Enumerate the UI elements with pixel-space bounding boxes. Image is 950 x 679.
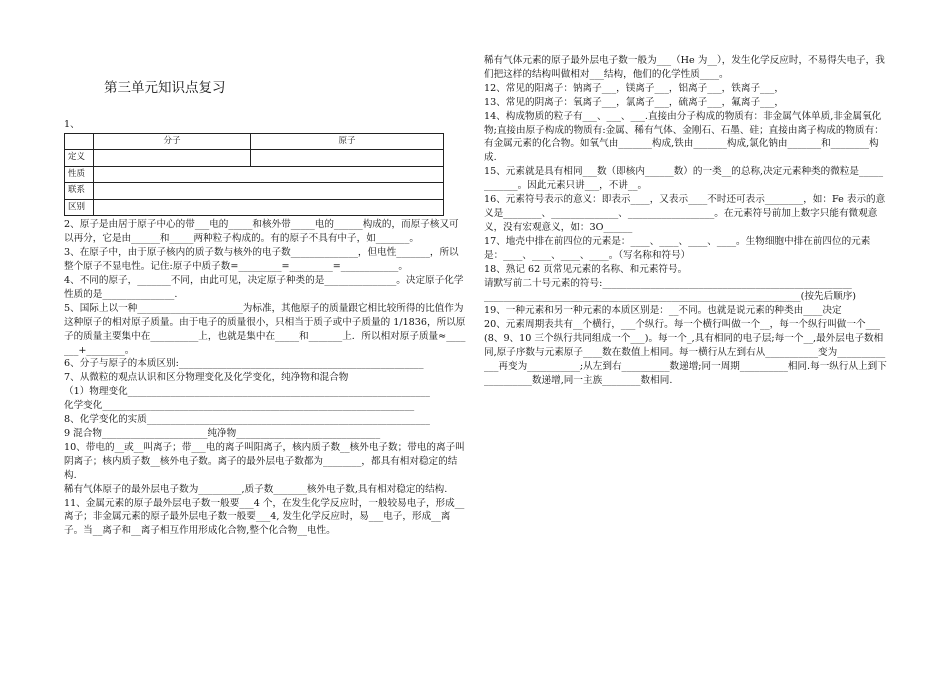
- table-row: [65, 150, 444, 167]
- question-3: 3、在原子中，由于原子核内的质子数与核外的电子数______________，但电性_______，所以整个原子不显电性。记住:原子中质子数=_________=_________=____________。: [64, 247, 459, 273]
- header-molecule: 分子: [94, 133, 251, 150]
- question-9: 9 混合物______________________纯净物______________________________: [64, 428, 381, 439]
- question-7-chemical: 化学变化_________________________________________________________________: [64, 400, 415, 412]
- question-11: 11、金属元素的原子最外层电子数一般要___4 个，在发生化学反应时，一般较易电子，形成__离子；非金属元素的原子最外层电子数一般要___4, 发生化学反应时，易___电子，形成__离子。当__离子和__离子相互作用形成化合物,整个化合物__电性。: [64, 497, 465, 537]
- question-11-cont: 稀有气体元素的原子最外层电子数一般为___（He 为__），发生化学反应时，不易得失电子，我们把这样的结构叫做相对___结构，他们的化学性质____。: [484, 55, 885, 80]
- table-row: [65, 183, 444, 200]
- question-14: 14、构成物质的粒子有___、___、___.直接由分子构成的物质有：非金属气体单质,非金属氧化物;直接由原子构成的物质有:金属、稀有气体、金刚石、石墨、硅；直接由离子构成的物质有：有金属元素的化合物。如氧气由_______构成,铁由_______构成,氯化钠由_______和________构成.: [484, 110, 884, 164]
- table-cell: [94, 150, 251, 167]
- question-10-noble-gas: 稀有气体原子的最外层电子数为_________,质子数_______核外电子数,具有相对稳定的结构.: [64, 483, 448, 495]
- left-column: [64, 118, 468, 538]
- question-5: 5、国际上以一种______________________为标准，其他原子的质量跟它相比较所得的比值作为这种原子的相对原子质量。由于电子的质量很小，只相当于质子或中子质量的 1/1836，所以原子的质量主要集中在__________上，也就是集中在_____和_______上．所以相对原子质量≈_______+________。: [64, 302, 466, 356]
- right-column: [484, 54, 887, 388]
- table-header-row: [65, 133, 444, 150]
- row-label: 区别: [65, 199, 94, 216]
- question-15: 15、元素就是具有相同___数（即核内______数）的一类__的总称,决定元素种类的微粒是____________。因此元素只讲___，不讲__。: [484, 166, 884, 192]
- table-corner: [65, 133, 94, 150]
- question-17: 17、地壳中排在前四位的元素是：____、____、____、____。生物细胞中排在前四位的元素是：____、____、____、____。（写名称和符号）: [484, 235, 871, 261]
- question-19: 19、一种元素和另一种元素的本质区别是：__不同。也就是说元素的种类由____决定: [484, 305, 842, 317]
- question-12: 12、常见的阳离子：钠离子___，镁离子___，铝离子___，铁离子___，: [484, 82, 785, 94]
- table-label: 1、: [64, 119, 80, 130]
- table-cell: [94, 183, 444, 200]
- table-cell: [94, 166, 444, 183]
- question-13: 13、常见的阴离子：氧离子___，氯离子___，硫离子___，氟离子___，: [484, 96, 785, 108]
- question-18: 18、熟记 62 页常见元素的名称、和元素符号。: [484, 263, 688, 275]
- question-18-blank: __________________________________________________________________(按先后顺序): [484, 291, 857, 303]
- question-2: 2、原子是由居于原子中心的带___电的_____和核外带_____电的______构成的，而原子核又可以再分，它是由______和_____两种粒子构成的。有的原子不具有中子，如_______。: [64, 219, 459, 245]
- molecule-atom-table: [64, 133, 444, 217]
- row-label: 定义: [65, 150, 94, 167]
- page-title: 第三单元知识点复习: [104, 80, 226, 96]
- row-label: 联系: [65, 183, 94, 200]
- question-20: 20、元素周期表共有__个横行，___个纵行。每一个横行叫做一个__，每一个纵行叫做一个___(8、9、10 三个纵行共同组成一个___)。每一个_,具有相同的电子层;每一个__,最外层电子数相同,原子序数与元素原子____数在数值上相同。每一横行从左到右从___________变为_____________再变为___________;从左到右__________数递增;同一周期__________相同.每一纵行从上到下__________数递增,同一主族________数相同.: [484, 319, 887, 386]
- table-row: [65, 166, 444, 183]
- question-16: 16、元素符号表示的意义：即表示____，又表示____不时还可表示________，如：Fe 表示的意义是________、______________、__________________。在元素符号前加上数字只能有微观意义，没有宏观意义，如：3O______: [484, 194, 886, 233]
- question-4: 4、不同的原子，_______不同，由此可见，决定原子种类的是_______________。决定原子化学性质的是_______________.: [64, 275, 464, 300]
- question-7-physical: （1）物理变化_______________________________________________________________: [64, 386, 430, 398]
- question-18-recite: 请默写前二十号元素的符号:____________________________________________________: [484, 277, 852, 289]
- question-6: 6、分子与原子的本质区别:___________________________________________________: [64, 358, 424, 370]
- table-cell: [251, 150, 444, 167]
- table-cell: [94, 199, 444, 216]
- header-atom: 原子: [251, 133, 444, 150]
- question-7: 7、从微粒的观点认识和区分物理变化及化学变化，纯净物和混合物: [64, 372, 349, 384]
- question-8: 8、化学变化的实质___________________________________________________________: [64, 414, 430, 426]
- row-label: 性质: [65, 166, 94, 183]
- question-10: 10、带电的__或__叫离子；带___电的离子叫阳离子，核内质子数__核外电子数；带电的离子叫阴离子；核内质子数__核外电子数。离子的最外层电子数都为________，都具有相对稳定的结构.: [64, 441, 465, 481]
- table-row: [65, 199, 444, 216]
